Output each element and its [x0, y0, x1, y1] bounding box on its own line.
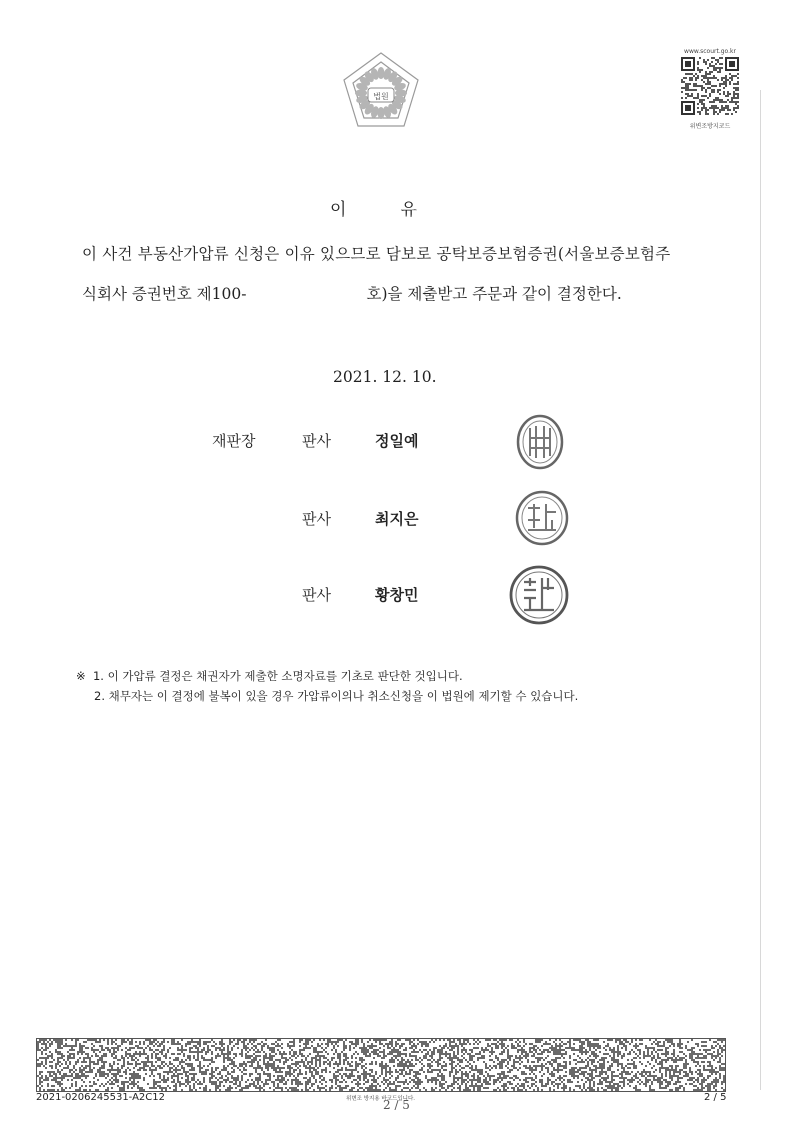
- body-line-2-after: 호)을 제출받고 주문과 같이 결정한다.: [366, 285, 622, 303]
- body-line-1: 이 사건 부동산가압류 신청은 이유 있으므로 담보로 공탁보증보험증권(서울보증보험주: [82, 245, 671, 263]
- page-stamp: 2 / 5: [383, 1098, 410, 1112]
- seal-2-icon: [514, 490, 570, 546]
- anti-forgery-barcode: [36, 1038, 726, 1092]
- seal-3-icon: [508, 564, 570, 626]
- notice-item-1: 1. 이 가압류 결정은 채권자가 제출한 소명자료를 기초로 판단한 것입니다.: [92, 669, 463, 683]
- heading-right: 유: [400, 200, 417, 220]
- judge-name-3: 황창민: [375, 586, 419, 604]
- barcode-noise-pattern: [37, 1039, 725, 1091]
- scan-edge-line: [760, 90, 761, 1090]
- judge-role-1: 판사: [302, 432, 331, 450]
- judge-name-1: 정일예: [375, 432, 419, 450]
- qr-url-text: www.scourt.go.kr: [684, 48, 736, 55]
- notice-line-2: [76, 688, 578, 708]
- qr-caption-text: 위변조방지코드: [689, 123, 731, 130]
- judge-role-2: 판사: [302, 510, 331, 528]
- body-line-2: [82, 282, 622, 304]
- court-emblem: [340, 50, 422, 132]
- decision-date: 2021. 12. 10.: [333, 368, 437, 386]
- notice-item-2: 2. 채무자는 이 결정에 불복이 있을 경우 가압류이의나 취소신청을 이 법원에 제기할 수 있습니다.: [94, 689, 579, 703]
- notice-section: [76, 668, 578, 708]
- notice-line-1: [76, 668, 578, 688]
- document-number: 2021-0206245531-A2C12: [36, 1092, 165, 1103]
- page-number: 2 / 5: [704, 1092, 727, 1103]
- judge-name-2: 최지은: [375, 510, 419, 528]
- presiding-judge-title: 재판장: [212, 432, 256, 450]
- notice-mark: ※: [76, 669, 86, 683]
- seal-1-icon: [512, 414, 568, 470]
- qr-code: [681, 57, 739, 115]
- heading-left: 이: [330, 200, 347, 220]
- body-line-2-before: 식회사 증권번호 제100-: [82, 285, 247, 303]
- judge-role-3: 판사: [302, 586, 331, 604]
- emblem-text: 법원: [373, 92, 389, 101]
- barcode-notice: 위변조 방지용 바코드입니다.: [346, 1096, 416, 1102]
- verification-qr-block: [678, 48, 742, 130]
- section-heading: [330, 195, 417, 220]
